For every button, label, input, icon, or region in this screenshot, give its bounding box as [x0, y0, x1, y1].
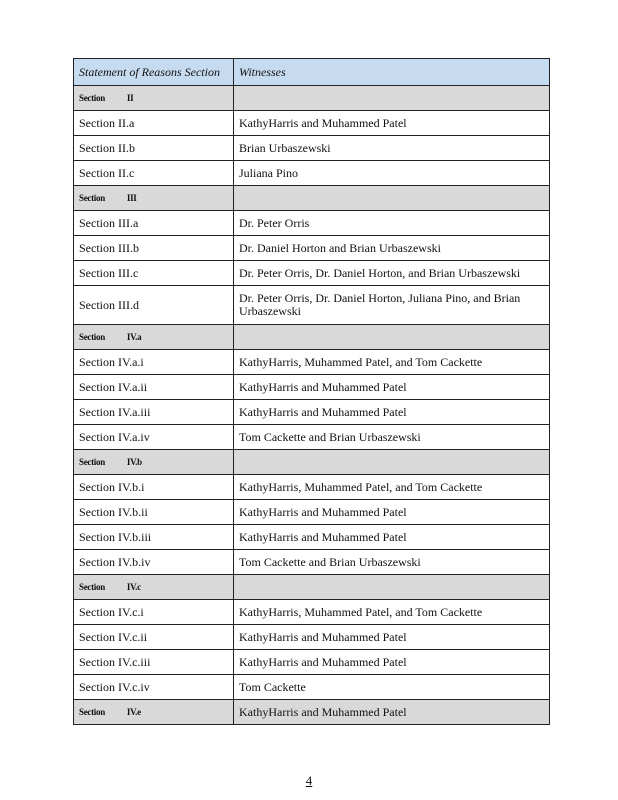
column-header-section: Statement of Reasons Section [74, 59, 234, 86]
section-cell: Section IV.a.iv [74, 425, 234, 450]
section-cell: Section IV.b.ii [74, 500, 234, 525]
group-section-number: IV.b [126, 456, 142, 467]
table-row [74, 425, 550, 450]
group-section-number: IV.e [126, 706, 141, 717]
section-cell: Section III.c [74, 261, 234, 286]
section-cell: Section II.c [74, 161, 234, 186]
table-row [74, 650, 550, 675]
group-section-cell [74, 86, 234, 111]
group-witnesses-cell [234, 86, 550, 111]
section-cell: Section IV.c.iv [74, 675, 234, 700]
group-section-number: IV.c [126, 581, 141, 592]
group-witnesses-cell [234, 325, 550, 350]
section-cell: Section III.b [74, 236, 234, 261]
group-section-number: III [126, 192, 137, 203]
witnesses-cell: KathyHarris and Muhammed Patel [234, 500, 550, 525]
witness-table [73, 58, 550, 725]
table-row [74, 500, 550, 525]
table-row [74, 236, 550, 261]
table-row [74, 136, 550, 161]
witnesses-cell: KathyHarris, Muhammed Patel, and Tom Cackette [234, 350, 550, 375]
table-row [74, 600, 550, 625]
group-witnesses-cell [234, 450, 550, 475]
witnesses-cell: KathyHarris, Muhammed Patel, and Tom Cackette [234, 600, 550, 625]
group-section-cell [74, 325, 234, 350]
witnesses-cell: KathyHarris and Muhammed Patel [234, 625, 550, 650]
table-body [74, 86, 550, 725]
table-row [74, 400, 550, 425]
group-section-number: II [126, 92, 134, 103]
table-row [74, 261, 550, 286]
section-cell: Section IV.a.iii [74, 400, 234, 425]
group-section-label: Section [79, 581, 105, 592]
section-cell: Section IV.a.i [74, 350, 234, 375]
group-section-cell [74, 186, 234, 211]
witnesses-cell: KathyHarris, Muhammed Patel, and Tom Cackette [234, 475, 550, 500]
group-section-label: Section [79, 331, 105, 342]
section-cell: Section IV.b.iv [74, 550, 234, 575]
witnesses-cell: Tom Cackette and Brian Urbaszewski [234, 550, 550, 575]
group-witnesses-cell [234, 186, 550, 211]
group-section-label: Section [79, 92, 105, 103]
section-group-row [74, 86, 550, 111]
witnesses-cell: Brian Urbaszewski [234, 136, 550, 161]
witnesses-cell: KathyHarris and Muhammed Patel [234, 525, 550, 550]
column-header-witnesses: Witnesses [234, 59, 550, 86]
table-row [74, 675, 550, 700]
page-number: 4 [305, 773, 313, 788]
section-group-row [74, 575, 550, 600]
table-row [74, 550, 550, 575]
table-row [74, 161, 550, 186]
group-section-cell [74, 575, 234, 600]
witnesses-cell: Tom Cackette and Brian Urbaszewski [234, 425, 550, 450]
table-row [74, 111, 550, 136]
group-section-label: Section [79, 706, 105, 717]
section-cell: Section III.d [74, 286, 234, 325]
group-section-label: Section [79, 456, 105, 467]
section-group-row [74, 450, 550, 475]
group-witnesses-cell: KathyHarris and Muhammed Patel [234, 700, 550, 725]
table-row [74, 375, 550, 400]
witnesses-cell: KathyHarris and Muhammed Patel [234, 375, 550, 400]
table-row [74, 350, 550, 375]
group-witnesses-cell [234, 575, 550, 600]
witnesses-cell: Juliana Pino [234, 161, 550, 186]
table-row [74, 211, 550, 236]
section-cell: Section II.b [74, 136, 234, 161]
section-group-row [74, 186, 550, 211]
witnesses-cell: Dr. Peter Orris, Dr. Daniel Horton, Juliana Pino, and Brian Urbaszewski [234, 286, 550, 325]
group-section-number: IV.a [126, 331, 142, 342]
section-group-row [74, 325, 550, 350]
witnesses-cell: Dr. Peter Orris, Dr. Daniel Horton, and Brian Urbaszewski [234, 261, 550, 286]
section-cell: Section IV.a.ii [74, 375, 234, 400]
table-row [74, 525, 550, 550]
witnesses-cell: KathyHarris and Muhammed Patel [234, 650, 550, 675]
group-section-cell [74, 700, 234, 725]
table-row [74, 286, 550, 325]
section-cell: Section IV.b.iii [74, 525, 234, 550]
section-cell: Section II.a [74, 111, 234, 136]
section-cell: Section IV.c.ii [74, 625, 234, 650]
section-cell: Section IV.c.i [74, 600, 234, 625]
group-section-label: Section [79, 192, 105, 203]
table-row [74, 475, 550, 500]
section-cell: Section III.a [74, 211, 234, 236]
witnesses-cell: Dr. Peter Orris [234, 211, 550, 236]
section-cell: Section IV.b.i [74, 475, 234, 500]
witnesses-cell: KathyHarris and Muhammed Patel [234, 111, 550, 136]
table-header-row [74, 59, 550, 86]
section-cell: Section IV.c.iii [74, 650, 234, 675]
group-section-cell [74, 450, 234, 475]
table-row [74, 625, 550, 650]
section-group-row [74, 700, 550, 725]
witnesses-cell: Tom Cackette [234, 675, 550, 700]
witnesses-cell: KathyHarris and Muhammed Patel [234, 400, 550, 425]
witnesses-cell: Dr. Daniel Horton and Brian Urbaszewski [234, 236, 550, 261]
